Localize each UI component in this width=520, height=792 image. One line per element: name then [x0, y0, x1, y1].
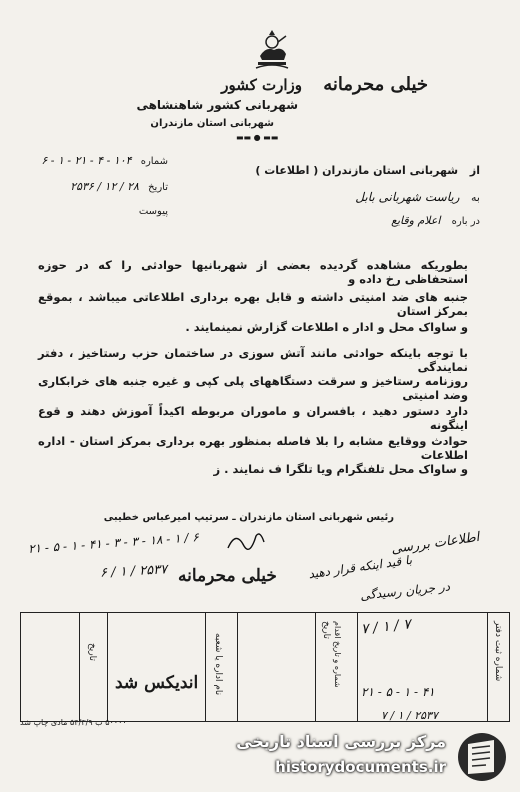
attachment-row — [28, 206, 168, 217]
to-value: ریاست شهربانی بابل — [355, 190, 460, 204]
body-line-5: روزنامه رستاخیز و سرقت دستگاههای پلی کپی و غیره جنبه های خرابکاری وضد امنیتی — [38, 374, 468, 402]
number-label: شماره — [140, 156, 168, 167]
handwritten-ref-number: ۲۱ - ۵ - ۱ - ۴۱ - ۳ - ۳ - ۱۸ - ۱ / ۶ — [27, 530, 200, 556]
body-line-1: بطوریکه مشاهده گردیده بعضی از شهربانیها حوادثی را که در حوزه استحفاظی رخ داده و — [38, 258, 468, 286]
body-line-7: حوادث ووقایع مشابه را بلا فاصله بمنظور بهره برداری بمرکز استان - اداره اطلاعات — [38, 434, 468, 462]
date-value: ۲۸ / ۱۲ / ۲۵۳۶ — [70, 180, 139, 193]
signature-scribble-icon — [226, 528, 266, 558]
to-row — [355, 190, 480, 204]
box-hand-date: ۷ / ۱ / ۷ — [360, 616, 412, 638]
print-footer: ۵۰۰۰۰ ب ۵۴/۳/۹ مادی چاپ شد — [20, 718, 127, 727]
box-col-date-label: تاریخ — [87, 643, 97, 661]
margin-note-line-1: اطلاعات بررسی — [390, 529, 481, 558]
box-col-action-label: شماره و تاریخ اقدام — [333, 621, 342, 688]
box-col-dept-label: نام اداره یا شعبه — [213, 633, 223, 696]
margin-note-line-2: با قید اینکه قرار دهید — [307, 552, 413, 582]
subject-row — [391, 214, 480, 227]
gendarmerie-title: شهربانی کشور شاهنشاهی — [136, 98, 298, 112]
indexed-stamp: اندیکس شد — [115, 673, 199, 693]
watermark — [232, 728, 516, 788]
from-label: از — [469, 164, 480, 177]
body-line-4: با توجه باینکه حوادثی مانند آتش سوزی در ساختمان حزب رستاخیز ، دفتر نمایندگی — [38, 346, 468, 374]
date-label: تاریخ — [148, 182, 168, 193]
attachment-label: پیوست — [138, 206, 168, 217]
watermark-title: مرکز بررسی اسناد تاریخی — [236, 732, 446, 751]
date-row — [28, 180, 168, 193]
body-line-3: و ساواک محل و ادار ه اطلاعات گزارش نمینمایند . — [185, 320, 468, 334]
header-ornament: ▬▬ ● ▬▬ — [236, 133, 279, 142]
box-col-date-2-label: تاریخ — [321, 621, 331, 639]
box-col-register-label: شماره ثبت دفتر — [493, 621, 503, 682]
classification-header: خیلی محرمانه — [323, 74, 428, 95]
number-value: ۱۰۴ - ۴ - ۲۱ - ۱ - ۶ — [41, 154, 132, 167]
watermark-url[interactable]: historydocuments.ir — [275, 758, 446, 776]
from-value: شهربانی استان مازندران ( اطلاعات ) — [255, 164, 459, 177]
subject-label: در باره — [451, 216, 480, 227]
classification-stamp: خیلی محرمانه — [178, 566, 277, 586]
number-row — [28, 154, 168, 167]
box-ref-value: ۲۱ - ۵ - ۱ - ۴۱ — [361, 685, 435, 699]
province-title: شهربانی استان مازندران — [150, 118, 274, 129]
ministry-title: وزارت کشور — [221, 76, 302, 94]
register-box — [20, 612, 510, 722]
body-line-2: جنبه های ضد امنیتی داشته و قابل بهره برداری اطلاعاتی میباشد ، بموقع بمرکز استان — [38, 290, 468, 318]
lion-and-sun-emblem-icon — [252, 28, 292, 72]
handwritten-date: ۶ / ۱ / ۲۵۳۷ — [99, 562, 168, 581]
body-line-8: و ساواک محل تلفنگرام ویا تلگرا ف نمایند . ز — [213, 462, 468, 476]
to-label: به — [471, 191, 480, 204]
margin-note-line-3: در جریان رسیدگی — [359, 579, 451, 603]
signature-printed: رئیس شهربانی استان مازندران ـ سرتیپ امیرعباس خطیبی — [103, 512, 394, 523]
archive-logo-icon — [454, 730, 510, 784]
from-row — [255, 164, 480, 177]
body-line-6: دارد دستور دهید ، بافسران و ماموران مربوطه اکیداً آموزش دهند و قوع اینگونه — [38, 404, 468, 432]
box-date-value: ۷ / ۱ / ۲۵۳۷ — [381, 709, 438, 722]
subject-value: اعلام وقایع — [391, 214, 441, 227]
